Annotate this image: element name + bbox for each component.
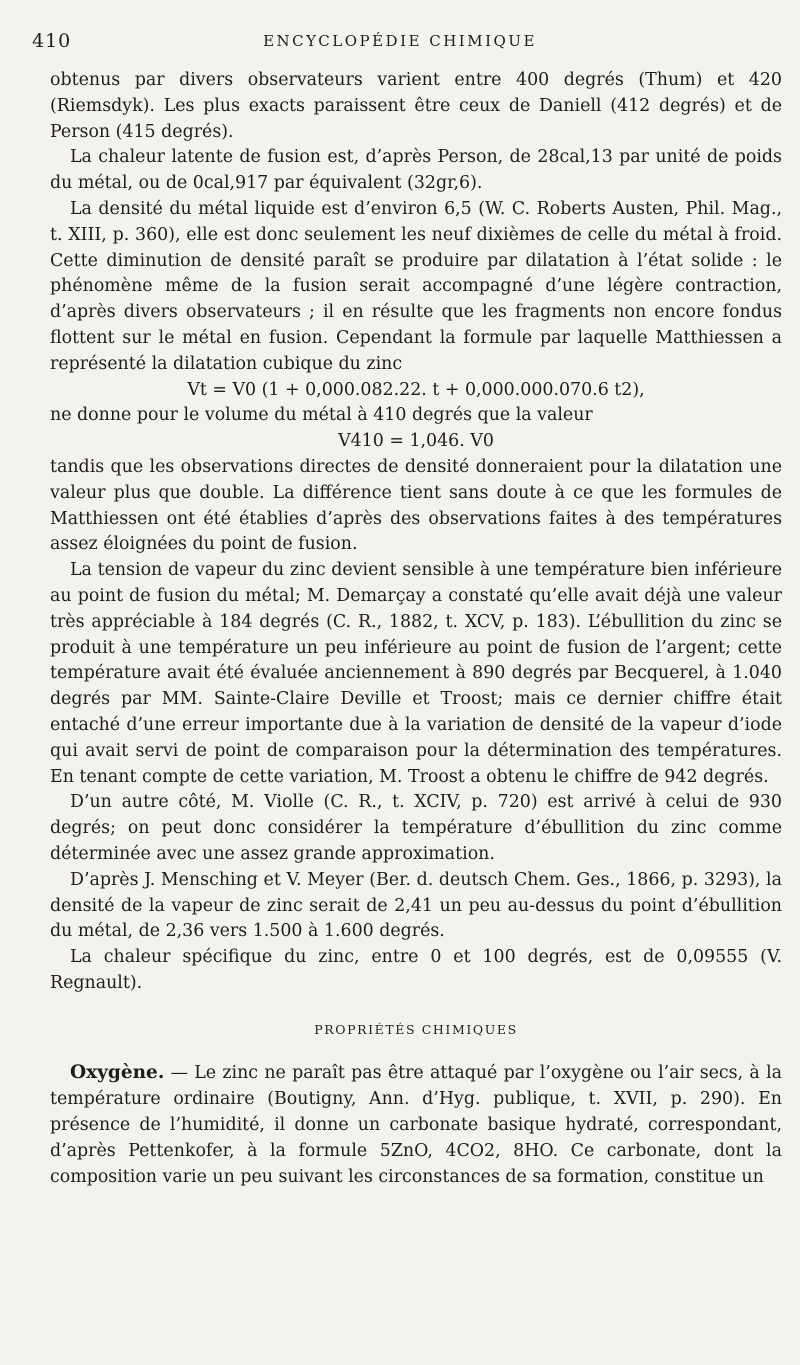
paragraph-3: La densité du métal liquide est d’environ 6,5 (W. C. Roberts Austen, Phil. Mag., t. XIII, p. 360), elle est donc seulement les neuf dixièmes de celle du métal à froid. Cette diminution de densité paraît se produire par dilatation à l’état solide : le phénomène même de la fusion serait accompagné d’une légère contraction, d’après divers observateurs ; il en résulte que les fragments non encore fondus flottent sur le métal en fusion. Cependant la formule par laquelle Matthiessen a représenté la dilatation cubique du zinc	[50, 198, 782, 374]
paragraph-10	[50, 1060, 782, 1190]
paragraph-2: La chaleur latente de fusion est, d’après Person, de 28cal,13 par unité de poids du métal, ou de 0cal,917 par équivalent (32gr,6).	[50, 147, 782, 194]
paragraph-5: tandis que les observations directes de densité donneraient pour la dilatation une valeur plus que double. La différence tient sans doute à ce que les formules de Matthiessen ont été établies d’après des observations faites à des températures assez éloignées du point de fusion.	[50, 456, 782, 555]
section-title: PROPRIÉTÉS CHIMIQUES	[314, 1021, 518, 1037]
formula-v410: V410 = 1,046. V0	[338, 431, 494, 452]
page-header	[32, 30, 768, 56]
oxygen-heading: Oxygène.	[70, 1062, 165, 1084]
running-title: ENCYCLOPÉDIE CHIMIQUE	[263, 32, 537, 50]
paragraph-9: La chaleur spécifique du zinc, entre 0 et 100 degrés, est de 0,09555 (V. Regnault).	[50, 947, 782, 993]
paragraph-7: D’un autre côté, M. Violle (C. R., t. XCIV, p. 720) est arrivé à celui de 930 degrés; on peut donc considérer la température d’ébullition du zinc comme déterminée avec une assez grande approximation.	[50, 792, 782, 864]
paragraph-10-text: — Le zinc ne paraît pas être attaqué par l’oxygène ou l’air secs, à la température ordinaire (Boutigny, Ann. d’Hyg. publique, t. XVII, p. 290). En présence de l’humidité, il donne un carbonate basique hydraté, correspondant, d’après Pettenkofer, à la formule 5ZnO, 4CO2, 8HO. Ce carbonate, dont la composition varie un peu suivant les circonstances de sa formation, constitue un	[50, 1063, 783, 1187]
paragraph-4: ne donne pour le volume du métal à 410 degrés que la valeur	[50, 405, 593, 426]
paragraph-6: La tension de vapeur du zinc devient sensible à une température bien inférieure au point de fusion du métal; M. Demarçay a constaté qu’elle avait déjà une valeur très appréciable à 184 degrés (C. R., 1882, t. XCV, p. 183). L’ébullition du zinc se produit à une température un peu inférieure au point de fusion de l’argent; cette température avait été évaluée anciennement à 890 degrés par Becquerel, à 1.040 degrés par MM. Sainte-Claire Deville et Troost; mais ce dernier chiffre était entaché d’une erreur importante due à la variation de densité de la vapeur d’iode qui avait servi de point de comparaison pour la détermination des températures. En tenant compte de cette variation, M. Troost a obtenu le chiffre de 942 degrés.	[50, 560, 782, 787]
page-number: 410	[32, 30, 72, 52]
formula-dilatation: Vt = V0 (1 + 0,000.082.22. t + 0,000.000.070.6 t2),	[187, 379, 645, 400]
paragraph-8: D’après J. Mensching et V. Meyer (Ber. d. deutsch Chem. Ges., 1866, p. 3293), la densité de la vapeur de zinc serait de 2,41 un peu au-dessus du point d’ébullition du métal, de 2,36 vers 1.500 à 1.600 degrés.	[50, 869, 782, 942]
paragraph-1: obtenus par divers observateurs varient entre 400 degrés (Thum) et 420 (Riemsdyk). Les plus exacts paraissent être ceux de Daniell (412 degrés) et de Person (415 degrés).	[50, 70, 782, 142]
page-body	[50, 68, 782, 1190]
